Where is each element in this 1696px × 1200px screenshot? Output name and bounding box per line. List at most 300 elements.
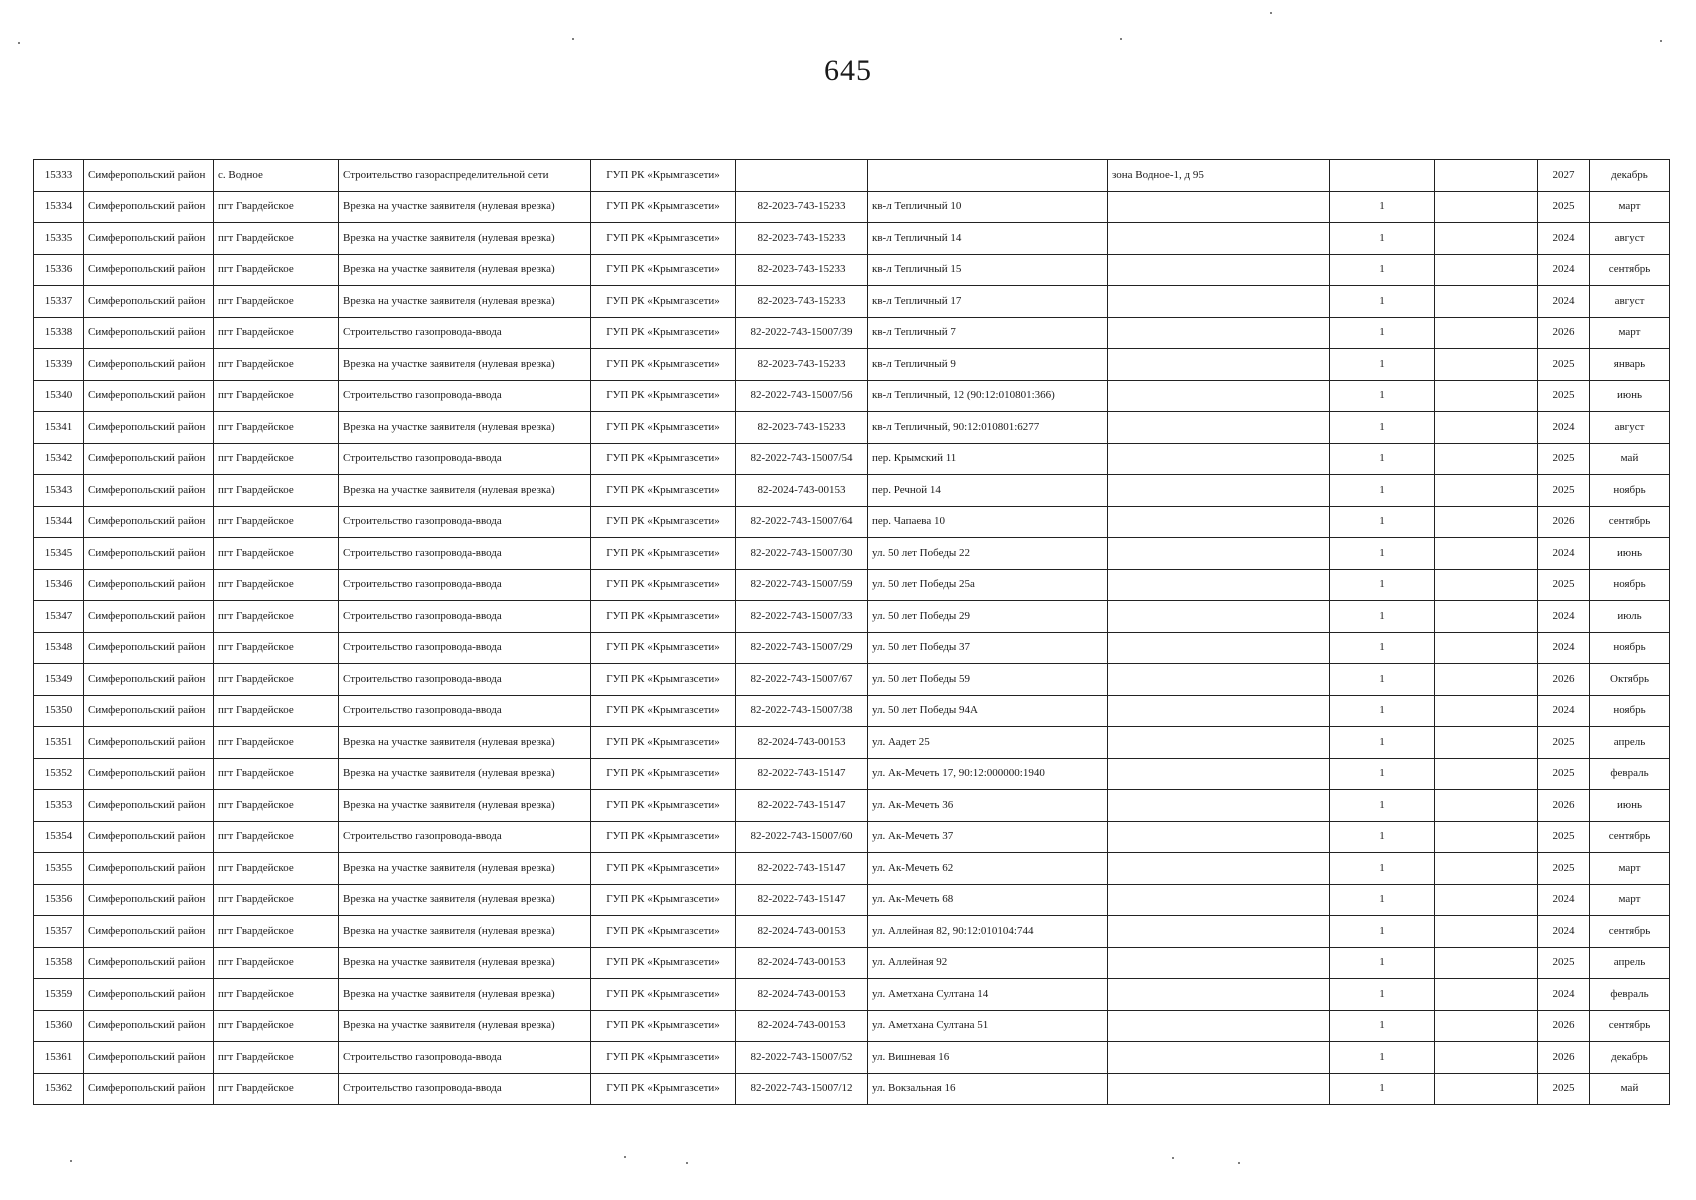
extra-cell — [1435, 160, 1538, 192]
quantity-cell: 1 — [1330, 1042, 1435, 1074]
note-cell — [1108, 1073, 1330, 1105]
work-type-cell: Строительство газопровода-ввода — [339, 317, 591, 349]
work-type-cell: Врезка на участке заявителя (нулевая врезка) — [339, 790, 591, 822]
application-number-cell: 82-2022-743-15147 — [736, 758, 868, 790]
month-cell: август — [1590, 223, 1670, 255]
settlement-cell: пгт Гвардейское — [214, 1042, 339, 1074]
quantity-cell: 1 — [1330, 695, 1435, 727]
year-cell: 2024 — [1538, 601, 1590, 633]
extra-cell — [1435, 632, 1538, 664]
note-cell — [1108, 412, 1330, 444]
district-cell: Симферопольский район — [84, 443, 214, 475]
address-cell: ул. Аллейная 92 — [868, 947, 1108, 979]
organization-cell: ГУП РК «Крымгазсети» — [591, 1073, 736, 1105]
note-cell — [1108, 601, 1330, 633]
district-cell: Симферопольский район — [84, 979, 214, 1011]
settlement-cell: пгт Гвардейское — [214, 664, 339, 696]
address-cell — [868, 160, 1108, 192]
month-cell: Октябрь — [1590, 664, 1670, 696]
work-type-cell: Врезка на участке заявителя (нулевая врезка) — [339, 475, 591, 507]
organization-cell: ГУП РК «Крымгазсети» — [591, 790, 736, 822]
address-cell: кв-л Тепличный 17 — [868, 286, 1108, 318]
year-cell: 2025 — [1538, 475, 1590, 507]
quantity-cell: 1 — [1330, 601, 1435, 633]
table-row — [34, 223, 1670, 255]
extra-cell — [1435, 286, 1538, 318]
year-cell: 2024 — [1538, 538, 1590, 570]
district-cell: Симферопольский район — [84, 317, 214, 349]
address-cell: кв-л Тепличный, 12 (90:12:010801:366) — [868, 380, 1108, 412]
address-cell: ул. Вокзальная 16 — [868, 1073, 1108, 1105]
work-type-cell: Врезка на участке заявителя (нулевая врезка) — [339, 349, 591, 381]
work-type-cell: Строительство газопровода-ввода — [339, 1073, 591, 1105]
district-cell: Симферопольский район — [84, 758, 214, 790]
application-number-cell: 82-2022-743-15007/33 — [736, 601, 868, 633]
extra-cell — [1435, 223, 1538, 255]
address-cell: пер. Крымский 11 — [868, 443, 1108, 475]
quantity-cell: 1 — [1330, 538, 1435, 570]
note-cell — [1108, 947, 1330, 979]
settlement-cell: пгт Гвардейское — [214, 569, 339, 601]
month-cell: апрель — [1590, 727, 1670, 759]
extra-cell — [1435, 695, 1538, 727]
row-number-cell: 15346 — [34, 569, 84, 601]
quantity-cell: 1 — [1330, 443, 1435, 475]
extra-cell — [1435, 947, 1538, 979]
district-cell: Симферопольский район — [84, 569, 214, 601]
note-cell — [1108, 475, 1330, 507]
scan-speck — [686, 1162, 688, 1164]
address-cell: ул. Аллейная 82, 90:12:010104:744 — [868, 916, 1108, 948]
address-cell: кв-л Тепличный 15 — [868, 254, 1108, 286]
year-cell: 2026 — [1538, 790, 1590, 822]
settlement-cell: пгт Гвардейское — [214, 790, 339, 822]
year-cell: 2026 — [1538, 506, 1590, 538]
district-cell: Симферопольский район — [84, 286, 214, 318]
application-number-cell: 82-2023-743-15233 — [736, 286, 868, 318]
month-cell: сентябрь — [1590, 916, 1670, 948]
work-type-cell: Строительство газопровода-ввода — [339, 601, 591, 633]
row-number-cell: 15349 — [34, 664, 84, 696]
application-number-cell: 82-2024-743-00153 — [736, 947, 868, 979]
row-number-cell: 15344 — [34, 506, 84, 538]
organization-cell: ГУП РК «Крымгазсети» — [591, 191, 736, 223]
extra-cell — [1435, 916, 1538, 948]
quantity-cell: 1 — [1330, 979, 1435, 1011]
row-number-cell: 15356 — [34, 884, 84, 916]
scan-speck — [1120, 38, 1122, 40]
quantity-cell: 1 — [1330, 286, 1435, 318]
year-cell: 2024 — [1538, 632, 1590, 664]
organization-cell: ГУП РК «Крымгазсети» — [591, 538, 736, 570]
table-row — [34, 947, 1670, 979]
scan-speck — [1172, 1157, 1174, 1159]
note-cell: зона Водное-1, д 95 — [1108, 160, 1330, 192]
address-cell: ул. Вишневая 16 — [868, 1042, 1108, 1074]
year-cell: 2025 — [1538, 380, 1590, 412]
settlement-cell: пгт Гвардейское — [214, 506, 339, 538]
work-type-cell: Врезка на участке заявителя (нулевая врезка) — [339, 727, 591, 759]
month-cell: август — [1590, 286, 1670, 318]
quantity-cell: 1 — [1330, 947, 1435, 979]
year-cell: 2024 — [1538, 223, 1590, 255]
table-row — [34, 790, 1670, 822]
month-cell: сентябрь — [1590, 254, 1670, 286]
settlement-cell: пгт Гвардейское — [214, 632, 339, 664]
settlement-cell: пгт Гвардейское — [214, 412, 339, 444]
table-row — [34, 853, 1670, 885]
organization-cell: ГУП РК «Крымгазсети» — [591, 601, 736, 633]
note-cell — [1108, 1010, 1330, 1042]
extra-cell — [1435, 191, 1538, 223]
quantity-cell: 1 — [1330, 884, 1435, 916]
organization-cell: ГУП РК «Крымгазсети» — [591, 884, 736, 916]
application-number-cell: 82-2022-743-15007/64 — [736, 506, 868, 538]
application-number-cell: 82-2024-743-00153 — [736, 916, 868, 948]
district-cell: Симферопольский район — [84, 506, 214, 538]
year-cell: 2025 — [1538, 443, 1590, 475]
year-cell: 2024 — [1538, 286, 1590, 318]
row-number-cell: 15360 — [34, 1010, 84, 1042]
extra-cell — [1435, 254, 1538, 286]
address-cell: кв-л Тепличный 9 — [868, 349, 1108, 381]
settlement-cell: пгт Гвардейское — [214, 538, 339, 570]
note-cell — [1108, 191, 1330, 223]
district-cell: Симферопольский район — [84, 475, 214, 507]
application-number-cell: 82-2022-743-15147 — [736, 853, 868, 885]
address-cell: ул. 50 лет Победы 94А — [868, 695, 1108, 727]
extra-cell — [1435, 1042, 1538, 1074]
quantity-cell: 1 — [1330, 1073, 1435, 1105]
application-number-cell: 82-2023-743-15233 — [736, 349, 868, 381]
row-number-cell: 15336 — [34, 254, 84, 286]
district-cell: Симферопольский район — [84, 538, 214, 570]
extra-cell — [1435, 412, 1538, 444]
organization-cell: ГУП РК «Крымгазсети» — [591, 632, 736, 664]
district-cell: Симферопольский район — [84, 695, 214, 727]
work-type-cell: Строительство газопровода-ввода — [339, 443, 591, 475]
row-number-cell: 15333 — [34, 160, 84, 192]
application-number-cell: 82-2022-743-15007/29 — [736, 632, 868, 664]
application-number-cell: 82-2022-743-15007/67 — [736, 664, 868, 696]
month-cell: июнь — [1590, 380, 1670, 412]
year-cell: 2025 — [1538, 1073, 1590, 1105]
note-cell — [1108, 884, 1330, 916]
month-cell: декабрь — [1590, 1042, 1670, 1074]
month-cell: ноябрь — [1590, 475, 1670, 507]
table-row — [34, 1010, 1670, 1042]
organization-cell: ГУП РК «Крымгазсети» — [591, 254, 736, 286]
organization-cell: ГУП РК «Крымгазсети» — [591, 1042, 736, 1074]
row-number-cell: 15351 — [34, 727, 84, 759]
note-cell — [1108, 380, 1330, 412]
note-cell — [1108, 569, 1330, 601]
quantity-cell: 1 — [1330, 632, 1435, 664]
table-row — [34, 317, 1670, 349]
work-type-cell: Врезка на участке заявителя (нулевая врезка) — [339, 412, 591, 444]
work-type-cell: Врезка на участке заявителя (нулевая врезка) — [339, 853, 591, 885]
application-number-cell: 82-2024-743-00153 — [736, 1010, 868, 1042]
organization-cell: ГУП РК «Крымгазсети» — [591, 821, 736, 853]
month-cell: март — [1590, 317, 1670, 349]
note-cell — [1108, 286, 1330, 318]
settlement-cell: пгт Гвардейское — [214, 317, 339, 349]
scan-speck — [624, 1156, 626, 1158]
note-cell — [1108, 1042, 1330, 1074]
address-cell: ул. 50 лет Победы 59 — [868, 664, 1108, 696]
work-type-cell: Врезка на участке заявителя (нулевая врезка) — [339, 191, 591, 223]
organization-cell: ГУП РК «Крымгазсети» — [591, 569, 736, 601]
year-cell: 2025 — [1538, 191, 1590, 223]
district-cell: Симферопольский район — [84, 884, 214, 916]
organization-cell: ГУП РК «Крымгазсети» — [591, 758, 736, 790]
work-type-cell: Строительство газопровода-ввода — [339, 1042, 591, 1074]
work-type-cell: Строительство газопровода-ввода — [339, 821, 591, 853]
organization-cell: ГУП РК «Крымгазсети» — [591, 727, 736, 759]
table-row — [34, 349, 1670, 381]
year-cell: 2026 — [1538, 1042, 1590, 1074]
work-type-cell: Врезка на участке заявителя (нулевая врезка) — [339, 223, 591, 255]
extra-cell — [1435, 317, 1538, 349]
address-cell: ул. Аметхана Султана 51 — [868, 1010, 1108, 1042]
table-row — [34, 758, 1670, 790]
application-number-cell: 82-2022-743-15147 — [736, 884, 868, 916]
table-row — [34, 160, 1670, 192]
organization-cell: ГУП РК «Крымгазсети» — [591, 317, 736, 349]
row-number-cell: 15343 — [34, 475, 84, 507]
organization-cell: ГУП РК «Крымгазсети» — [591, 664, 736, 696]
district-cell: Симферопольский район — [84, 254, 214, 286]
settlement-cell: с. Водное — [214, 160, 339, 192]
month-cell: сентябрь — [1590, 1010, 1670, 1042]
quantity-cell: 1 — [1330, 191, 1435, 223]
application-number-cell: 82-2022-743-15007/56 — [736, 380, 868, 412]
settlement-cell: пгт Гвардейское — [214, 821, 339, 853]
extra-cell — [1435, 349, 1538, 381]
note-cell — [1108, 538, 1330, 570]
organization-cell: ГУП РК «Крымгазсети» — [591, 380, 736, 412]
settlement-cell: пгт Гвардейское — [214, 758, 339, 790]
table-row — [34, 538, 1670, 570]
address-cell: кв-л Тепличный 7 — [868, 317, 1108, 349]
organization-cell: ГУП РК «Крымгазсети» — [591, 349, 736, 381]
row-number-cell: 15334 — [34, 191, 84, 223]
month-cell: ноябрь — [1590, 632, 1670, 664]
address-cell: ул. Ак-Мечеть 17, 90:12:000000:1940 — [868, 758, 1108, 790]
application-number-cell: 82-2022-743-15007/60 — [736, 821, 868, 853]
row-number-cell: 15355 — [34, 853, 84, 885]
work-type-cell: Строительство газопровода-ввода — [339, 538, 591, 570]
year-cell: 2025 — [1538, 947, 1590, 979]
note-cell — [1108, 790, 1330, 822]
quantity-cell: 1 — [1330, 664, 1435, 696]
note-cell — [1108, 632, 1330, 664]
scan-speck — [1238, 1162, 1240, 1164]
note-cell — [1108, 695, 1330, 727]
month-cell: декабрь — [1590, 160, 1670, 192]
address-cell: ул. Ак-Мечеть 62 — [868, 853, 1108, 885]
row-number-cell: 15361 — [34, 1042, 84, 1074]
table-row — [34, 979, 1670, 1011]
month-cell: март — [1590, 884, 1670, 916]
settlement-cell: пгт Гвардейское — [214, 254, 339, 286]
district-cell: Симферопольский район — [84, 223, 214, 255]
note-cell — [1108, 506, 1330, 538]
settlement-cell: пгт Гвардейское — [214, 916, 339, 948]
organization-cell: ГУП РК «Крымгазсети» — [591, 916, 736, 948]
quantity-cell — [1330, 160, 1435, 192]
month-cell: май — [1590, 443, 1670, 475]
table-row — [34, 475, 1670, 507]
page-number: 645 — [824, 54, 872, 87]
settlement-cell: пгт Гвардейское — [214, 601, 339, 633]
work-type-cell: Врезка на участке заявителя (нулевая врезка) — [339, 254, 591, 286]
application-number-cell: 82-2023-743-15233 — [736, 223, 868, 255]
settlement-cell: пгт Гвардейское — [214, 884, 339, 916]
extra-cell — [1435, 758, 1538, 790]
address-cell: пер. Речной 14 — [868, 475, 1108, 507]
application-number-cell — [736, 160, 868, 192]
month-cell: май — [1590, 1073, 1670, 1105]
district-cell: Симферопольский район — [84, 1073, 214, 1105]
month-cell: ноябрь — [1590, 695, 1670, 727]
note-cell — [1108, 979, 1330, 1011]
application-number-cell: 82-2022-743-15007/30 — [736, 538, 868, 570]
address-cell: кв-л Тепличный, 90:12:010801:6277 — [868, 412, 1108, 444]
district-cell: Симферопольский район — [84, 916, 214, 948]
month-cell: февраль — [1590, 979, 1670, 1011]
address-cell: ул. 50 лет Победы 22 — [868, 538, 1108, 570]
month-cell: сентябрь — [1590, 821, 1670, 853]
extra-cell — [1435, 790, 1538, 822]
extra-cell — [1435, 506, 1538, 538]
month-cell: апрель — [1590, 947, 1670, 979]
extra-cell — [1435, 569, 1538, 601]
note-cell — [1108, 916, 1330, 948]
district-cell: Симферопольский район — [84, 632, 214, 664]
year-cell: 2024 — [1538, 916, 1590, 948]
month-cell: ноябрь — [1590, 569, 1670, 601]
application-number-cell: 82-2024-743-00153 — [736, 979, 868, 1011]
application-number-cell: 82-2022-743-15007/12 — [736, 1073, 868, 1105]
year-cell: 2026 — [1538, 1010, 1590, 1042]
settlement-cell: пгт Гвардейское — [214, 191, 339, 223]
month-cell: август — [1590, 412, 1670, 444]
organization-cell: ГУП РК «Крымгазсети» — [591, 160, 736, 192]
organization-cell: ГУП РК «Крымгазсети» — [591, 979, 736, 1011]
application-number-cell: 82-2023-743-15233 — [736, 191, 868, 223]
work-type-cell: Строительство газораспределительной сети — [339, 160, 591, 192]
quantity-cell: 1 — [1330, 790, 1435, 822]
address-cell: кв-л Тепличный 10 — [868, 191, 1108, 223]
row-number-cell: 15352 — [34, 758, 84, 790]
year-cell: 2026 — [1538, 664, 1590, 696]
year-cell: 2024 — [1538, 979, 1590, 1011]
scan-speck — [1270, 12, 1272, 14]
work-type-cell: Врезка на участке заявителя (нулевая врезка) — [339, 286, 591, 318]
district-cell: Симферопольский район — [84, 349, 214, 381]
extra-cell — [1435, 979, 1538, 1011]
note-cell — [1108, 758, 1330, 790]
row-number-cell: 15350 — [34, 695, 84, 727]
row-number-cell: 15337 — [34, 286, 84, 318]
note-cell — [1108, 254, 1330, 286]
extra-cell — [1435, 380, 1538, 412]
year-cell: 2025 — [1538, 569, 1590, 601]
row-number-cell: 15342 — [34, 443, 84, 475]
district-cell: Симферопольский район — [84, 191, 214, 223]
row-number-cell: 15354 — [34, 821, 84, 853]
table-row — [34, 506, 1670, 538]
organization-cell: ГУП РК «Крымгазсети» — [591, 412, 736, 444]
month-cell: сентябрь — [1590, 506, 1670, 538]
table-row — [34, 191, 1670, 223]
settlement-cell: пгт Гвардейское — [214, 443, 339, 475]
extra-cell — [1435, 1010, 1538, 1042]
table-row — [34, 884, 1670, 916]
organization-cell: ГУП РК «Крымгазсети» — [591, 947, 736, 979]
address-cell: ул. Ак-Мечеть 36 — [868, 790, 1108, 822]
settlement-cell: пгт Гвардейское — [214, 727, 339, 759]
organization-cell: ГУП РК «Крымгазсети» — [591, 853, 736, 885]
table-row — [34, 821, 1670, 853]
quantity-cell: 1 — [1330, 916, 1435, 948]
application-number-cell: 82-2024-743-00153 — [736, 727, 868, 759]
address-cell: ул. Аметхана Султана 14 — [868, 979, 1108, 1011]
year-cell: 2025 — [1538, 727, 1590, 759]
table-row — [34, 1042, 1670, 1074]
table-row — [34, 632, 1670, 664]
quantity-cell: 1 — [1330, 821, 1435, 853]
work-type-cell: Строительство газопровода-ввода — [339, 664, 591, 696]
district-cell: Симферопольский район — [84, 790, 214, 822]
district-cell: Симферопольский район — [84, 727, 214, 759]
note-cell — [1108, 727, 1330, 759]
table-body — [34, 160, 1670, 1105]
row-number-cell: 15335 — [34, 223, 84, 255]
organization-cell: ГУП РК «Крымгазсети» — [591, 286, 736, 318]
organization-cell: ГУП РК «Крымгазсети» — [591, 695, 736, 727]
application-number-cell: 82-2022-743-15007/38 — [736, 695, 868, 727]
table-row — [34, 916, 1670, 948]
row-number-cell: 15357 — [34, 916, 84, 948]
settlement-cell: пгт Гвардейское — [214, 286, 339, 318]
settlement-cell: пгт Гвардейское — [214, 475, 339, 507]
work-type-cell: Врезка на участке заявителя (нулевая врезка) — [339, 758, 591, 790]
row-number-cell: 15340 — [34, 380, 84, 412]
district-cell: Симферопольский район — [84, 412, 214, 444]
work-type-cell: Строительство газопровода-ввода — [339, 569, 591, 601]
table-row — [34, 286, 1670, 318]
district-cell: Симферопольский район — [84, 947, 214, 979]
gasification-schedule-table — [33, 159, 1670, 1105]
settlement-cell: пгт Гвардейское — [214, 947, 339, 979]
scan-speck — [572, 38, 574, 40]
address-cell: пер. Чапаева 10 — [868, 506, 1108, 538]
row-number-cell: 15347 — [34, 601, 84, 633]
row-number-cell: 15339 — [34, 349, 84, 381]
row-number-cell: 15359 — [34, 979, 84, 1011]
district-cell: Симферопольский район — [84, 160, 214, 192]
organization-cell: ГУП РК «Крымгазсети» — [591, 443, 736, 475]
scan-speck — [18, 42, 20, 44]
quantity-cell: 1 — [1330, 254, 1435, 286]
quantity-cell: 1 — [1330, 475, 1435, 507]
year-cell: 2025 — [1538, 758, 1590, 790]
organization-cell: ГУП РК «Крымгазсети» — [591, 506, 736, 538]
district-cell: Симферопольский район — [84, 853, 214, 885]
work-type-cell: Врезка на участке заявителя (нулевая врезка) — [339, 979, 591, 1011]
